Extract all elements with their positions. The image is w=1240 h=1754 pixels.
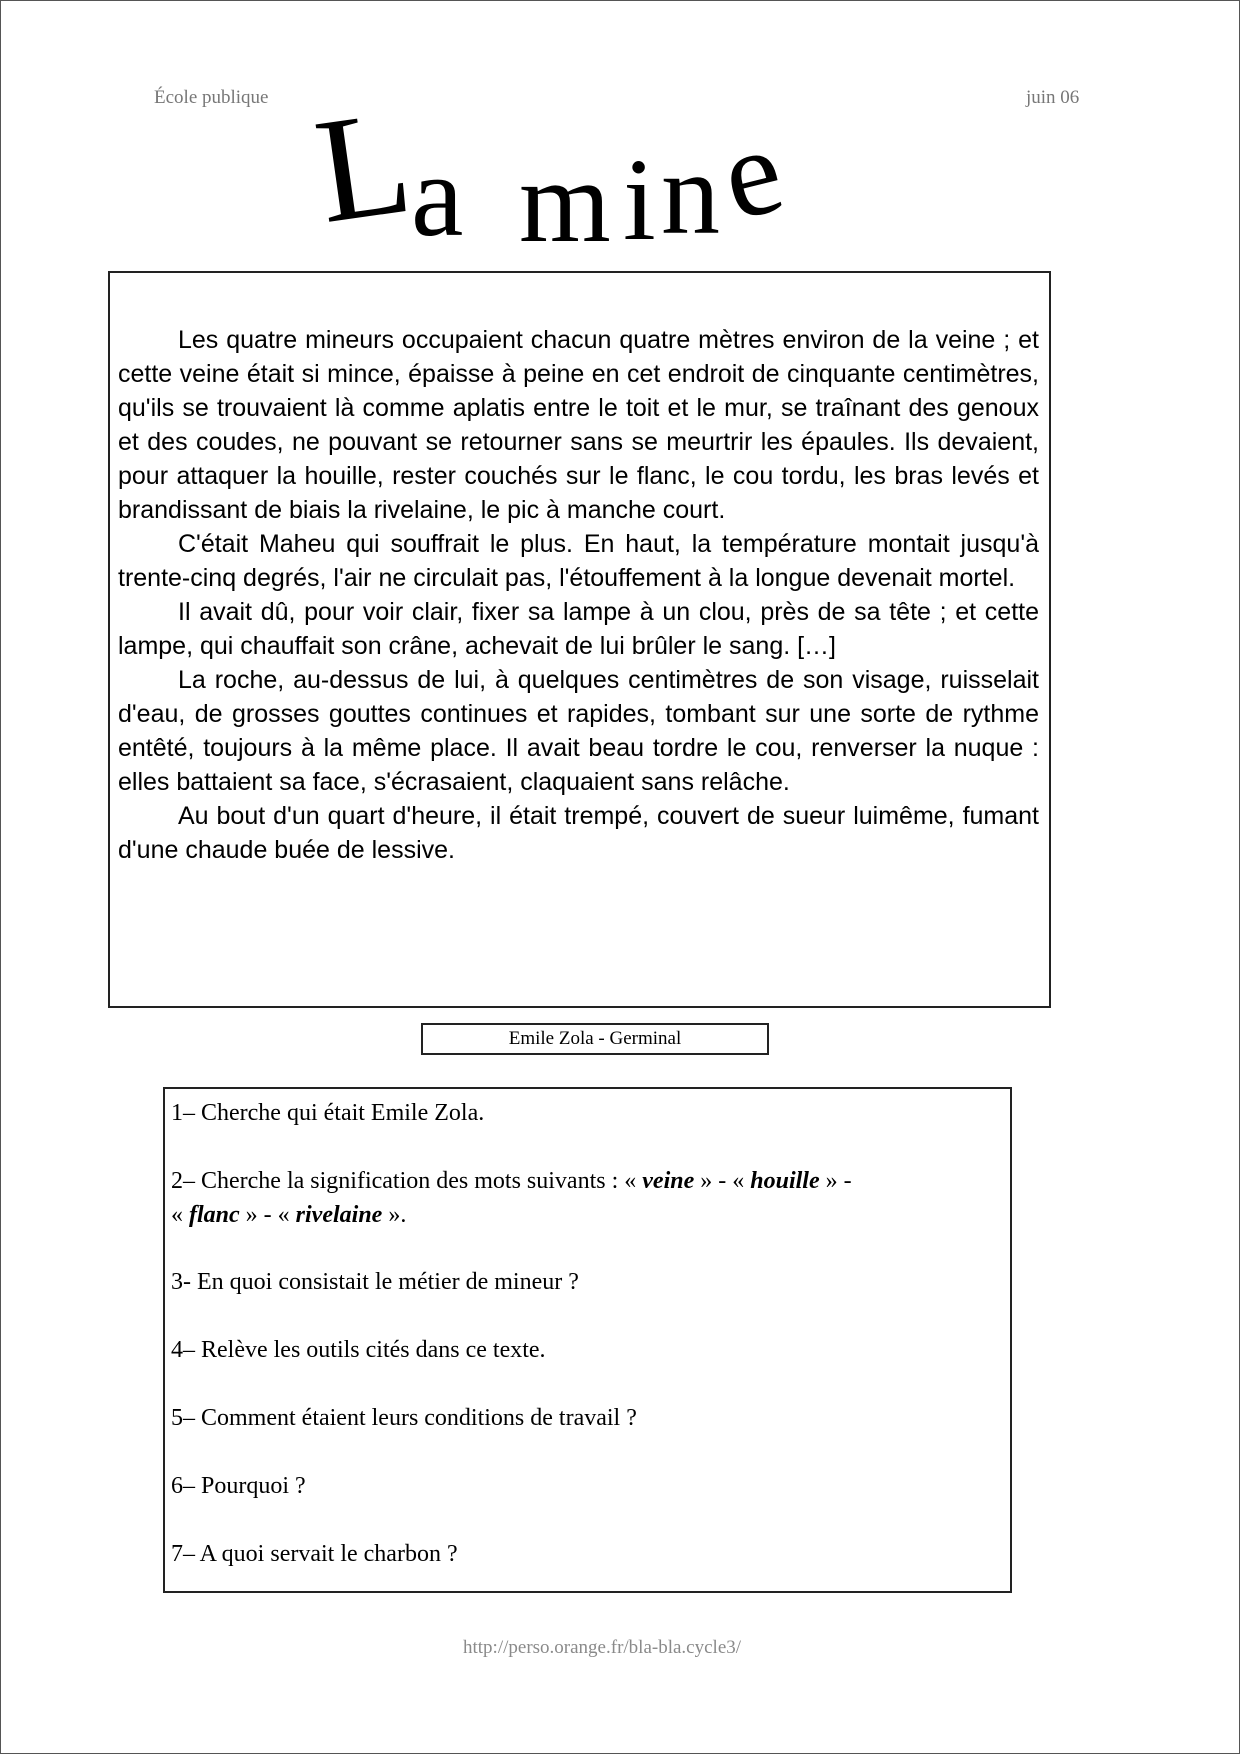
question-2-end: ». bbox=[382, 1202, 407, 1228]
title-letter-l: L bbox=[306, 77, 421, 255]
term-veine: veine bbox=[642, 1168, 695, 1194]
question-4: 4– Relève les outils cités dans ce texte. bbox=[171, 1337, 546, 1363]
passage-paragraph: Les quatre mineurs occupaient chacun quatre mètres environ de la veine ; et cette veine était si mince, épaisse à peine en cet endroit de cinquante centimètres, qu'ils se trouvaient là comme aplatis entre le toit et le mur, se traînant des genoux et des coudes, ne pouvant se retourner sans se meurtrir les épaules. Ils devaient, pour attaquer la houille, rester couchés sur le flanc, le cou tordu, les bras levés et brandissant de biais la rivelaine, le pic à manche court. bbox=[118, 326, 1039, 524]
question-7: 7– A quoi servait le charbon ? bbox=[171, 1541, 458, 1567]
title-letter-a: a bbox=[411, 130, 464, 261]
question-1: 1– Cherche qui était Emile Zola. bbox=[171, 1100, 485, 1126]
question-3: 3- En quoi consistait le métier de mineur ? bbox=[171, 1269, 579, 1295]
term-flanc: flanc bbox=[189, 1202, 240, 1228]
title-letter-n: n bbox=[661, 128, 720, 259]
question-2-line-1 bbox=[171, 1168, 852, 1195]
title-letter-m: m bbox=[519, 136, 611, 267]
question-6: 6– Pourquoi ? bbox=[171, 1473, 306, 1499]
passage-paragraph: C'était Maheu qui souffrait le plus. En haut, la température montait jusqu'à trente-cinq degrés, l'air ne circulait pas, l'étouffement à la longue devenait mortel. bbox=[118, 530, 1039, 592]
school-label: École publique bbox=[154, 87, 269, 108]
question-2-open: « bbox=[171, 1202, 189, 1228]
term-houille: houille bbox=[750, 1168, 820, 1194]
date-label: juin 06 bbox=[1026, 87, 1080, 108]
term-rivelaine: rivelaine bbox=[295, 1202, 383, 1228]
question-2-prefix: 2– Cherche la signification des mots suivants : « bbox=[171, 1168, 643, 1194]
passage-paragraph: La roche, au-dessus de lui, à quelques centimètres de son visage, ruisselait d'eau, de grosses gouttes continues et rapides, tombant sur une sorte de rythme entêté, toujours à la même place. Il avait beau tordre le cou, renverser la nuque : elles battaient sa face, s'écrasaient, claquaient sans relâche. bbox=[118, 666, 1039, 796]
question-2-sep: » - « bbox=[694, 1168, 751, 1194]
question-2-sep: » - « bbox=[239, 1202, 296, 1228]
questions-box bbox=[163, 1087, 1012, 1593]
question-2-line-2 bbox=[171, 1202, 406, 1229]
title-letter-i: i bbox=[623, 134, 656, 265]
source-citation: Emile Zola - Germinal bbox=[421, 1023, 769, 1055]
question-2-sep: » - bbox=[819, 1168, 852, 1194]
passage-paragraph: Il avait dû, pour voir clair, fixer sa lampe à un clou, près de sa tête ; et cette lampe, qui chauffait son crâne, achevait de lui brûler le sang. […] bbox=[118, 598, 1039, 660]
footer-url: http://perso.orange.fr/bla-bla.cycle3/ bbox=[463, 1637, 742, 1658]
page-title bbox=[301, 71, 941, 271]
passage-box bbox=[108, 271, 1051, 1008]
passage-paragraph: Au bout d'un quart d'heure, il était trempé, couvert de sueur luimême, fumant d'une chaude buée de lessive. bbox=[118, 802, 1039, 864]
passage-text bbox=[118, 323, 1039, 867]
question-5: 5– Comment étaient leurs conditions de travail ? bbox=[171, 1405, 637, 1431]
title-letter-e: e bbox=[708, 100, 796, 247]
